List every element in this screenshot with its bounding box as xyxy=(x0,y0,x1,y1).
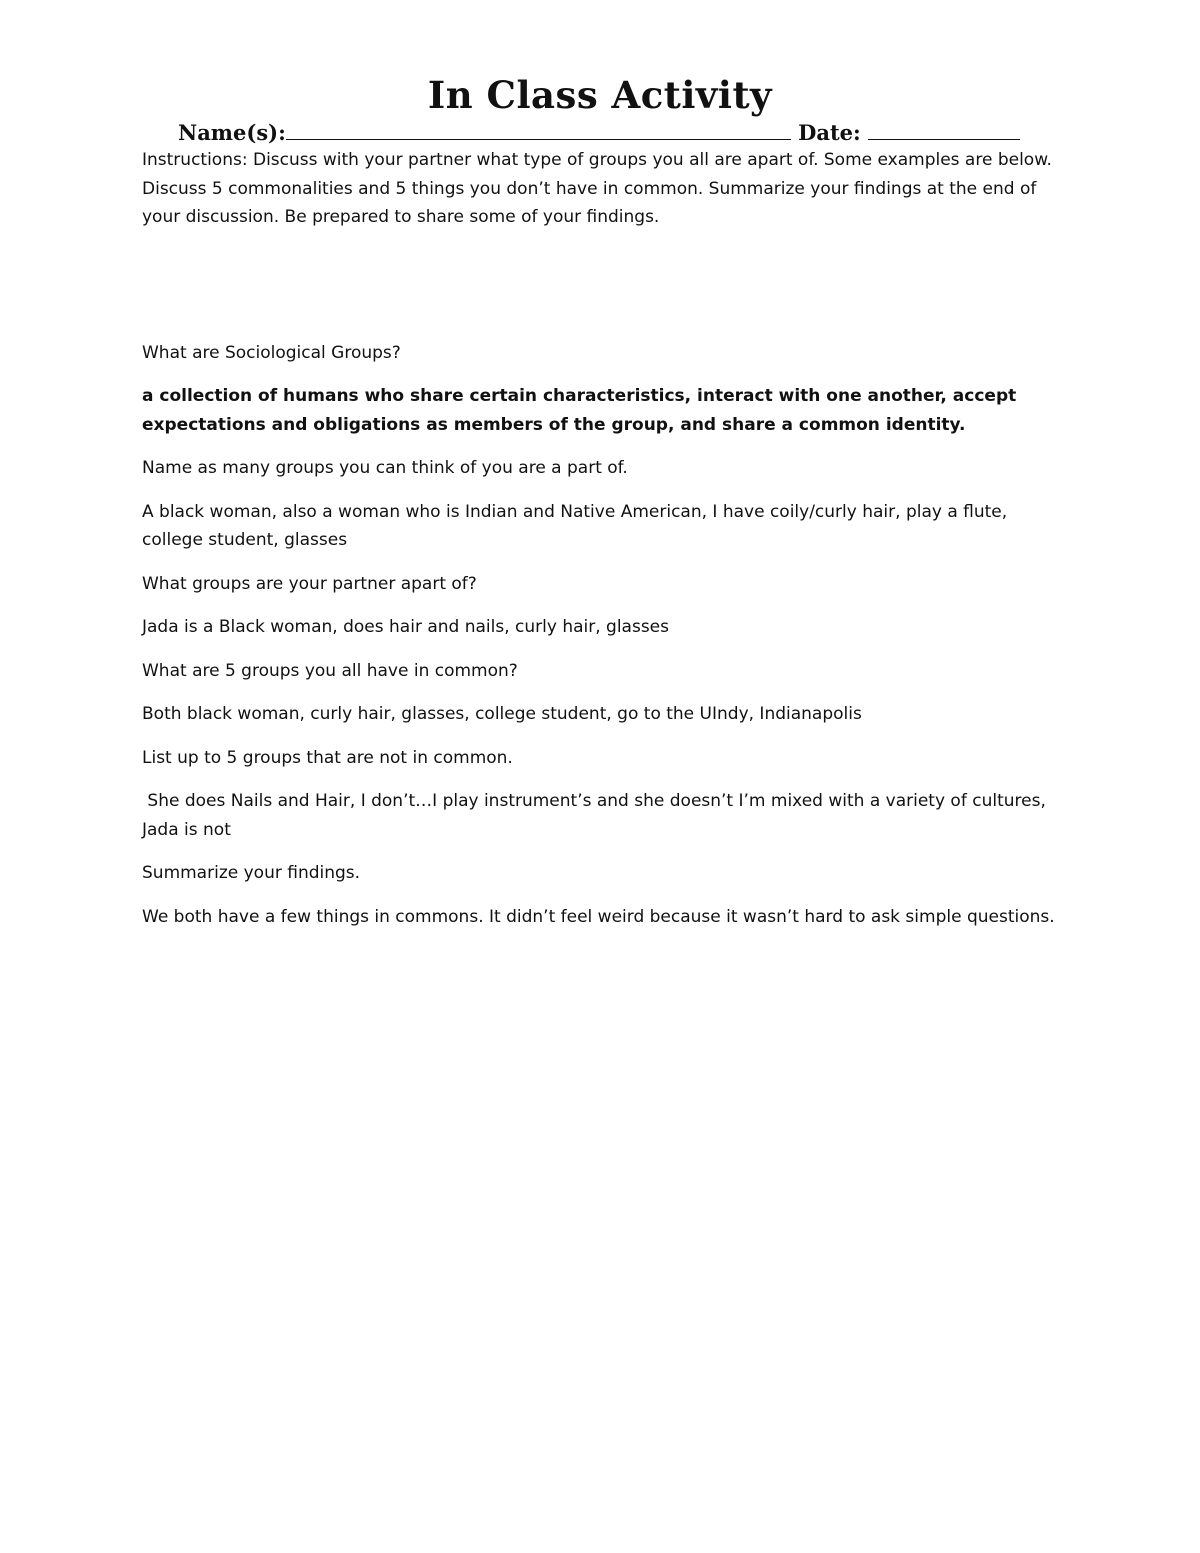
answer-uncommon-groups: She does Nails and Hair, I don’t…I play instrument’s and she doesn’t I’m mixed with a variety of cultures, Jada is not xyxy=(142,791,1052,840)
question-partner-groups: What groups are your partner apart of? xyxy=(142,573,477,594)
date-label: Date: xyxy=(798,120,861,145)
name-date-line xyxy=(178,118,1038,148)
date-blank-line[interactable] xyxy=(868,119,1020,140)
question-summary: Summarize your findings. xyxy=(142,863,361,883)
question-sociological-groups: What are Sociological Groups? xyxy=(142,342,401,363)
answer-my-groups: A black woman, also a woman who is Indian and Native American, I have coily/curly hair, play a flute, college student, glasses xyxy=(142,501,1008,550)
name-label: Name(s): xyxy=(178,120,286,145)
answer-sociological-groups: a collection of humans who share certain characteristics, interact with one another, accept expectations and obligations as members of the group, and share a common identity. xyxy=(142,386,1017,435)
question-common-groups: What are 5 groups you all have in common? xyxy=(142,660,518,681)
answer-partner-groups: Jada is a Black woman, does hair and nails, curly hair, glasses xyxy=(142,617,669,637)
document-body xyxy=(142,146,1062,931)
question-my-groups: Name as many groups you can think of you are a part of. xyxy=(142,458,628,478)
name-blank-line[interactable] xyxy=(286,119,791,140)
answer-common-groups: Both black woman, curly hair, glasses, college student, go to the UIndy, Indianapolis xyxy=(142,704,862,724)
page-title: In Class Activity xyxy=(427,73,773,117)
answer-summary: We both have a few things in commons. It didn’t feel weird because it wasn’t hard to ask simple questions. xyxy=(142,906,1055,927)
question-uncommon-groups: List up to 5 groups that are not in common. xyxy=(142,747,513,768)
instructions-text: Instructions: Discuss with your partner what type of groups you all are apart of. Some examples are below. Discuss 5 commonalities and 5 things you don’t have in common. Summarize your findings at the end of your discussion. Be prepared to share some of your findings. xyxy=(142,150,1052,227)
